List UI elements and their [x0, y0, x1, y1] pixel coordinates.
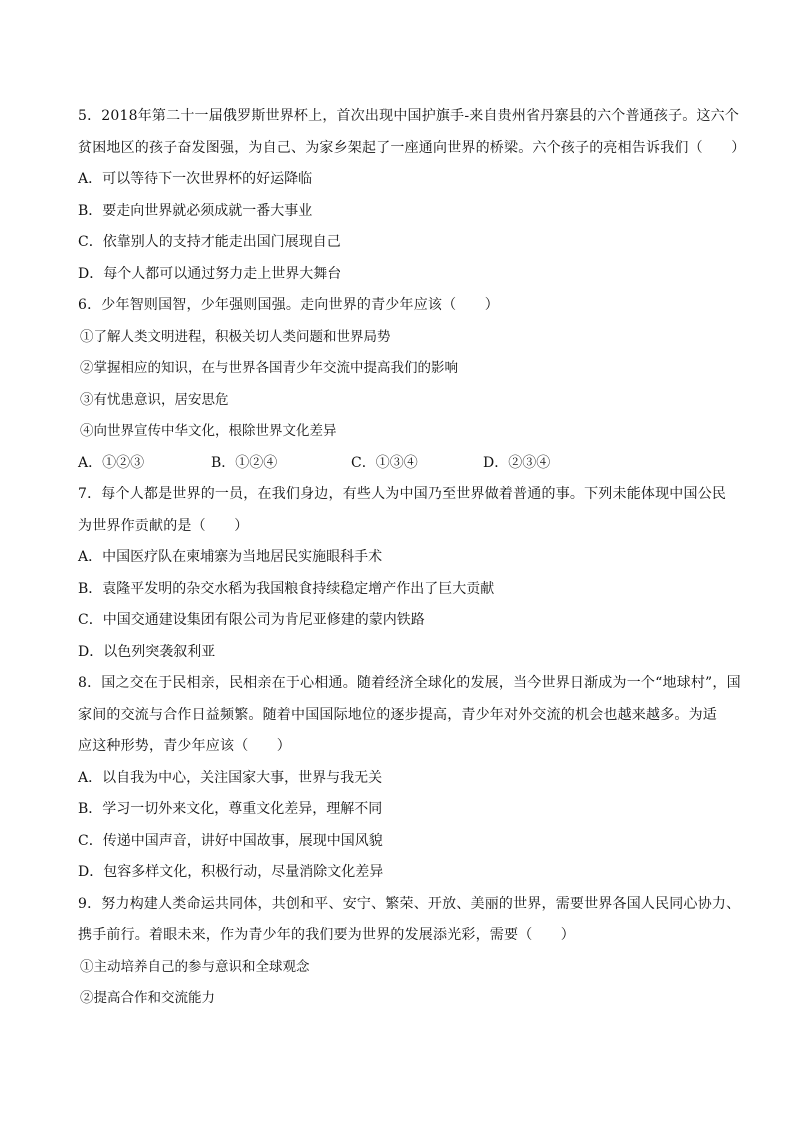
- question-8-choice-a: A．以自我为中心，关注国家大事，世界与我无关: [78, 769, 383, 786]
- question-8: [78, 668, 741, 889]
- question-7-stem-line-1: 7．每个人都是世界的一员，在我们身边，有些人为中国乃至世界做着普通的事。下列未能体现中国公民: [78, 486, 727, 502]
- question-5-choice-a: A．可以等待下一次世界杯的好运降临: [78, 171, 313, 187]
- question-6-option-a: A．①②③: [78, 454, 145, 471]
- question-8-choice-d: D．包容多样文化，积极行动，尽量消除文化差异: [78, 864, 384, 880]
- question-6-statement-4: ④向世界宣传中华文化，根除世界文化差异: [80, 423, 337, 439]
- question-6-statement-1: ①了解人类文明进程，积极关切人类问题和世界局势: [80, 328, 391, 345]
- question-7-choice-b: B．袁隆平发明的杂交水稻为我国粮食持续稳定增产作出了巨大贡献: [78, 580, 495, 597]
- question-9-stem-line-2: 携手前行。着眼未来，作为青少年的我们要为世界的发展添光彩，需要（ ）: [78, 927, 575, 943]
- question-6-option-d: D．②③④: [483, 454, 551, 471]
- question-6-statement-3: ③有忧患意识，居安思危: [80, 391, 229, 408]
- question-9-stem-line-1: 9．努力构建人类命运共同体，共创和平、安宁、繁荣、开放、美丽的世界，需要世界各国人民同心协力、: [78, 895, 741, 912]
- question-8-choice-b: B．学习一切外来文化，尊重文化差异，理解不同: [78, 801, 383, 817]
- question-7-choice-a: A．中国医疗队在柬埔寨为当地居民实施眼科手术: [78, 549, 383, 565]
- question-6-options: [78, 448, 718, 480]
- question-9-statement-2: ②提高合作和交流能力: [80, 990, 215, 1006]
- question-6-stem-line-1: 6．少年智则国智，少年强则国强。走向世界的青少年应该（ ）: [78, 297, 499, 313]
- question-6-option-b: B．①②④: [211, 454, 278, 471]
- question-6-statement-2: ②掌握相应的知识，在与世界各国青少年交流中提高我们的影响: [80, 360, 458, 376]
- question-8-choice-c: C．传递中国声音，讲好中国故事，展现中国风貌: [78, 832, 383, 849]
- question-5: [78, 101, 746, 290]
- question-6: [78, 290, 718, 479]
- question-8-stem-line-2: 家间的交流与合作日益频繁。随着中国国际地位的逐步提高，青少年对外交流的机会也越来越多。为适: [78, 706, 717, 723]
- question-7-choice-d: D．以色列突袭叙利亚: [78, 643, 216, 660]
- question-8-stem-line-1: 8．国之交在于民相亲，民相亲在于心相通。随着经济全球化的发展，当今世界日渐成为一个“地球村”，国: [78, 675, 741, 691]
- question-5-choice-b: B．要走向世界就必须成就一番大事业: [78, 202, 313, 219]
- question-5-stem-line-1: 5．2018年第二十一届俄罗斯世界杯上，首次出现中国护旗手-来自贵州省丹寨县的六个普通孩子。这六个: [78, 108, 740, 124]
- question-5-stem-line-2: 贫困地区的孩子奋发图强，为自己、为家乡架起了一座通向世界的桥梁。六个孩子的亮相告诉我们（ ）: [78, 139, 746, 156]
- question-5-choice-d: D．每个人都可以通过努力走上世界大舞台: [78, 265, 342, 282]
- question-9-statement-1: ①主动培养自己的参与意识和全球观念: [80, 958, 310, 975]
- question-5-choice-c: C．依靠别人的支持才能走出国门展现自己: [78, 234, 341, 250]
- question-7-choice-c: C．中国交通建设集团有限公司为肯尼亚修建的蒙内铁路: [78, 612, 425, 628]
- question-7-stem-line-2: 为世界作贡献的是（ ）: [78, 517, 249, 534]
- question-9: [78, 889, 741, 1015]
- question-8-stem-line-3: 应这种形势，青少年应该（ ）: [78, 738, 291, 754]
- question-list: [78, 101, 746, 1015]
- question-7: [78, 479, 727, 668]
- question-6-option-c: C．①③④: [351, 454, 418, 471]
